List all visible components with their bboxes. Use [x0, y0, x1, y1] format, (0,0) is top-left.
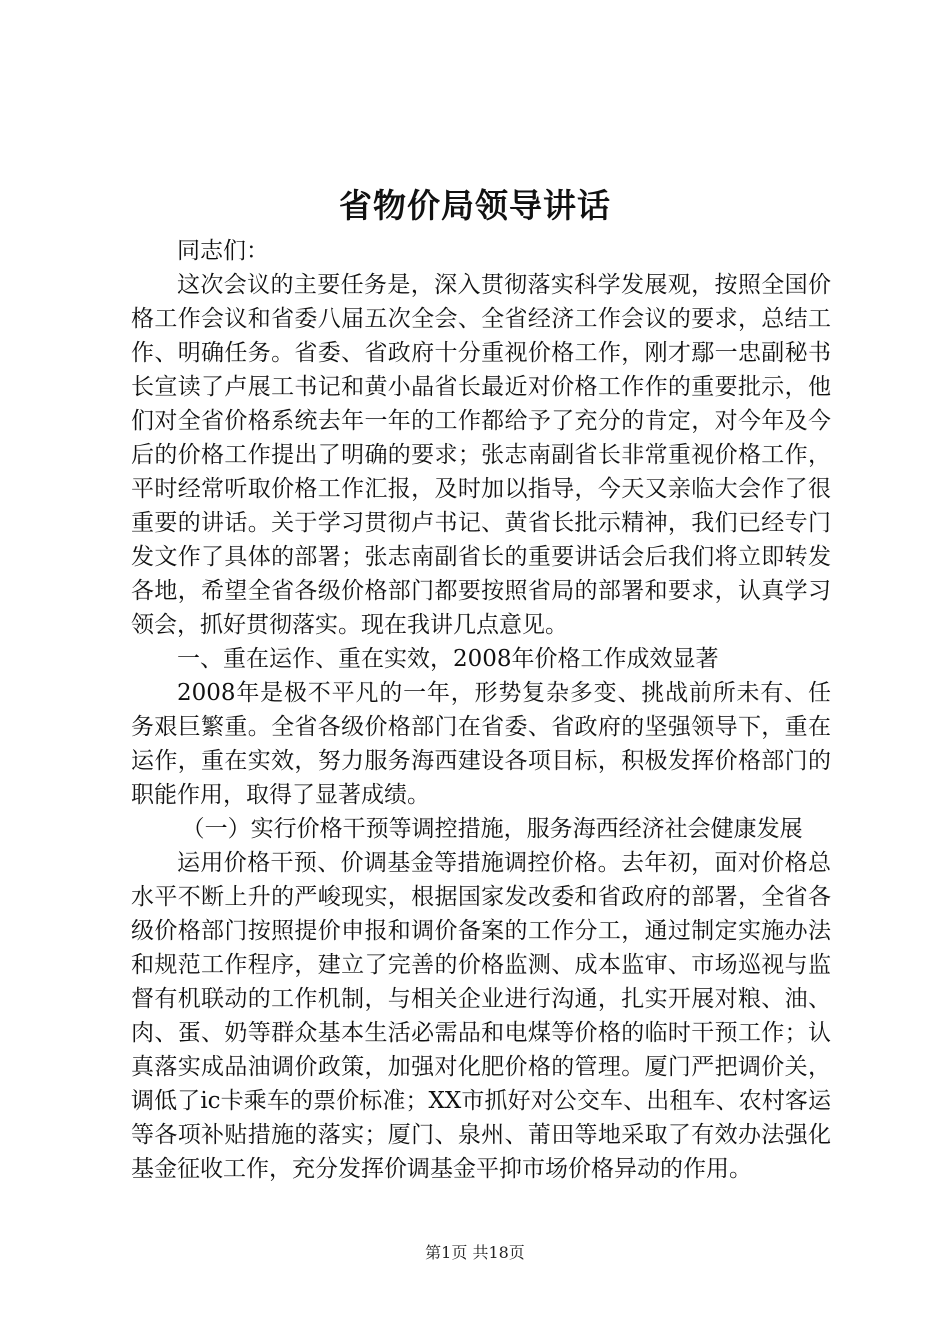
- document-body: [131, 234, 831, 1186]
- page-number-footer: 第1页 共18页: [425, 1243, 525, 1262]
- document-title: 省物价局领导讲话: [339, 186, 611, 225]
- body-paragraph: 2008年是极不平凡的一年，形势复杂多变、挑战前所未有、任务艰巨繁重。全省各级价格部门在省委、省政府的坚强领导下，重在运作，重在实效，努力服务海西建设各项目标，积极发挥价格部门的职能作用，取得了显著成绩。: [131, 680, 831, 808]
- subsection-heading: （一）实行价格干预等调控措施，服务海西经济社会健康发展: [181, 816, 803, 842]
- section-heading: 一、重在运作、重在实效，2008年价格工作成效显著: [177, 646, 719, 672]
- body-paragraph: 运用价格干预、价调基金等措施调控价格。去年初，面对价格总水平不断上升的严峻现实，根据国家发改委和省政府的部署，全省各级价格部门按照提价申报和调价备案的工作分工，通过制定实施办法和规范工作程序，建立了完善的价格监测、成本监审、市场巡视与监督有机联动的工作机制，与相关企业进行沟通，扎实开展对粮、油、肉、蛋、奶等群众基本生活必需品和电煤等价格的临时干预工作；认真落实成品油调价政策，加强对化肥价格的管理。厦门严把调价关，调低了ic卡乘车的票价标准；XX市抓好对公交车、出租车、农村客运等各项补贴措施的落实；厦门、泉州、莆田等地采取了有效办法强化基金征收工作，充分发挥价调基金平抑市场价格异动的作用。: [131, 850, 831, 1182]
- intro-paragraph: 这次会议的主要任务是，深入贯彻落实科学发展观，按照全国价格工作会议和省委八届五次全会、全省经济工作会议的要求，总结工作、明确任务。省委、省政府十分重视价格工作，刚才鄢一忠副秘书长宣读了卢展工书记和黄小晶省长最近对价格工作作的重要批示，他们对全省价格系统去年一年的工作都给予了充分的肯定，对今年及今后的价格工作提出了明确的要求；张志南副省长非常重视价格工作，平时经常听取价格工作汇报，及时加以指导，今天又亲临大会作了很重要的讲话。关于学习贯彻卢书记、黄省长批示精神，我们已经专门发文作了具体的部署；张志南副省长的重要讲话会后我们将立即转发各地，希望全省各级价格部门都要按照省局的部署和要求，认真学习领会，抓好贯彻落实。现在我讲几点意见。: [131, 272, 831, 638]
- salutation-paragraph: 同志们：: [177, 238, 269, 264]
